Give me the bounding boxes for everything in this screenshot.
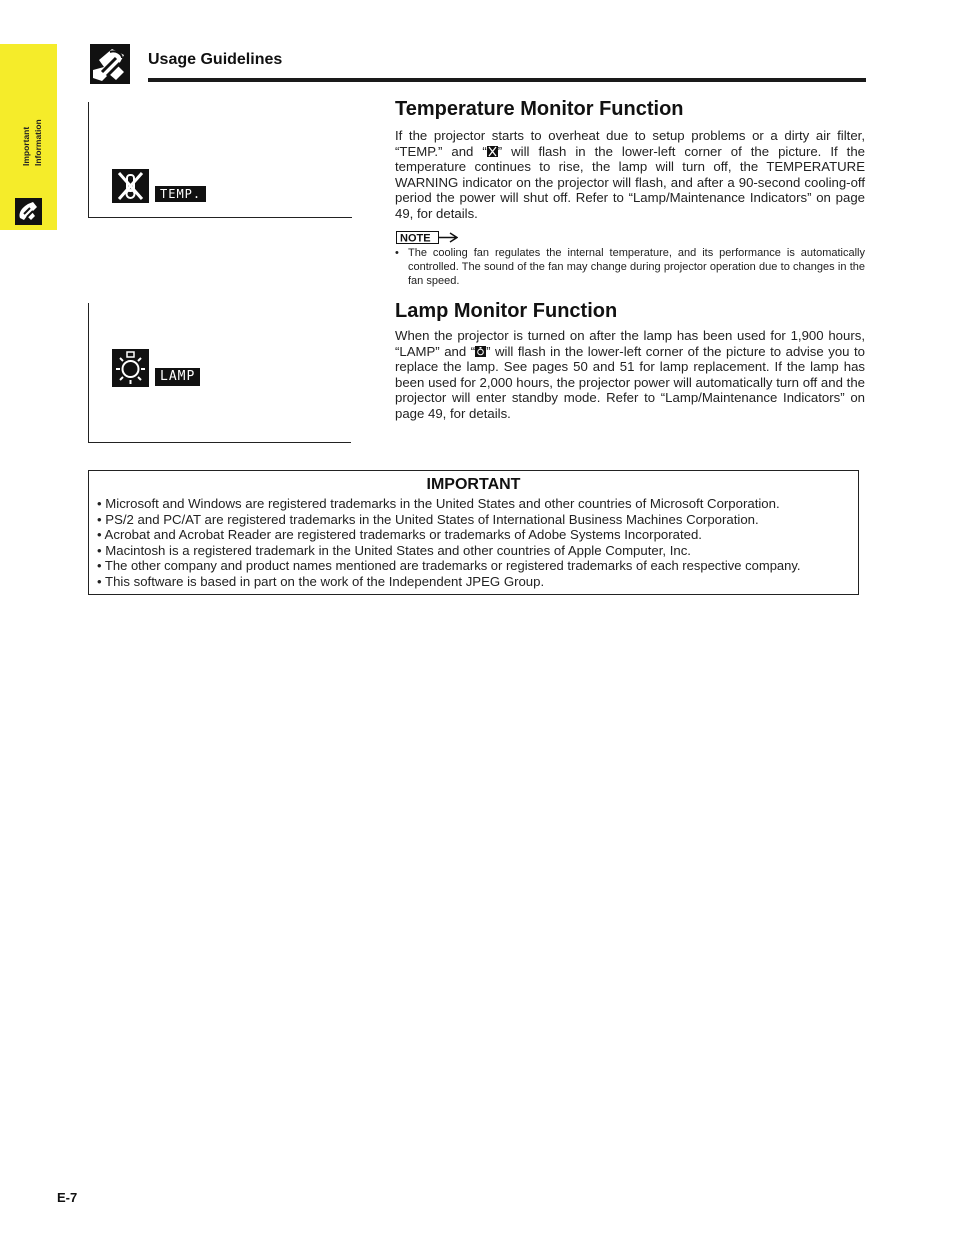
list-item: • Microsoft and Windows are registered trademarks in the United States and other countries of Microsoft Corporation. (97, 496, 780, 511)
lamp-para-part2: ” will flash in the lower-left corner of the picture to advise you to replace the lamp. See pages 50 and 51 for lamp replacement. If the lamp has been used for 2,000 hours, the projector power will automatically turn off and the projector will enter standby mode. Refer to “Lamp/Maintenance Indicators” on page 49, for details. (395, 343, 865, 421)
important-box (88, 470, 859, 595)
temp-osd-label: TEMP. (155, 186, 206, 202)
info-hand-icon (15, 198, 42, 225)
note-bullet: • (395, 247, 399, 259)
note-badge-label: NOTE (400, 232, 431, 244)
side-tab-label (20, 108, 50, 168)
lamp-icon (112, 349, 149, 383)
lamp-icon (475, 346, 486, 357)
temperature-para-part1: If the projector starts to overheat due to setup problems or a dirty air filter, “TEMP.” and “ (395, 128, 865, 159)
note-badge (396, 231, 458, 244)
lamp-osd-label: LAMP (155, 368, 200, 386)
list-item: • PS/2 and PC/AT are registered trademarks in the United States of International Business Machines Corporation. (97, 511, 759, 527)
list-item: • Macintosh is a registered trademark in the United States and other countries of Apple Computer, Inc. (97, 542, 691, 558)
lamp-paragraph (395, 328, 865, 422)
important-title: IMPORTANT (426, 476, 521, 493)
side-tab-line2: Information (33, 119, 43, 166)
list-item: • This software is based in part on the work of the Independent JPEG Group. (97, 573, 545, 589)
thermometer-warning-icon (487, 146, 498, 157)
lamp-heading: Lamp Monitor Function (395, 300, 618, 322)
temperature-para-part2: ” will flash in the lower-left corner of the picture. If the temperature continues to rise, the lamp will turn off, the TEMPERATURE WARNING indicator on the projector will flash, and after a 90-second cooling-off period the power will shut off. Refer to “Lamp/Maintenance Indicators” on page 49, for details. (395, 143, 865, 221)
section-label: Usage Guidelines (148, 51, 283, 68)
note-item (395, 246, 865, 288)
list-item: • Acrobat and Acrobat Reader are registered trademarks or trademarks of Adobe Systems Incorporated. (97, 527, 702, 543)
important-list (97, 496, 857, 590)
list-item: • The other company and product names mentioned are trademarks or registered trademarks of each respective company. (97, 558, 801, 574)
side-tab-line1: Important (21, 126, 31, 166)
header-rule (148, 78, 866, 82)
page-number: E-7 (57, 1190, 78, 1205)
note-text: The cooling fan regulates the internal temperature, and its performance is automatically controlled. The sound of the fan may change during projector operation due to changes in the fan speed. (408, 247, 865, 287)
lamp-screen-panel (88, 303, 351, 443)
temperature-paragraph (395, 128, 865, 222)
thermometer-warning-icon (112, 169, 149, 203)
temp-screen-panel (88, 102, 352, 218)
lamp-para-part1: When the projector is turned on after the lamp has been used for 1,900 hours, “LAMP” and “ (395, 328, 865, 359)
info-hand-icon (90, 44, 130, 84)
temperature-heading: Temperature Monitor Function (395, 98, 684, 120)
